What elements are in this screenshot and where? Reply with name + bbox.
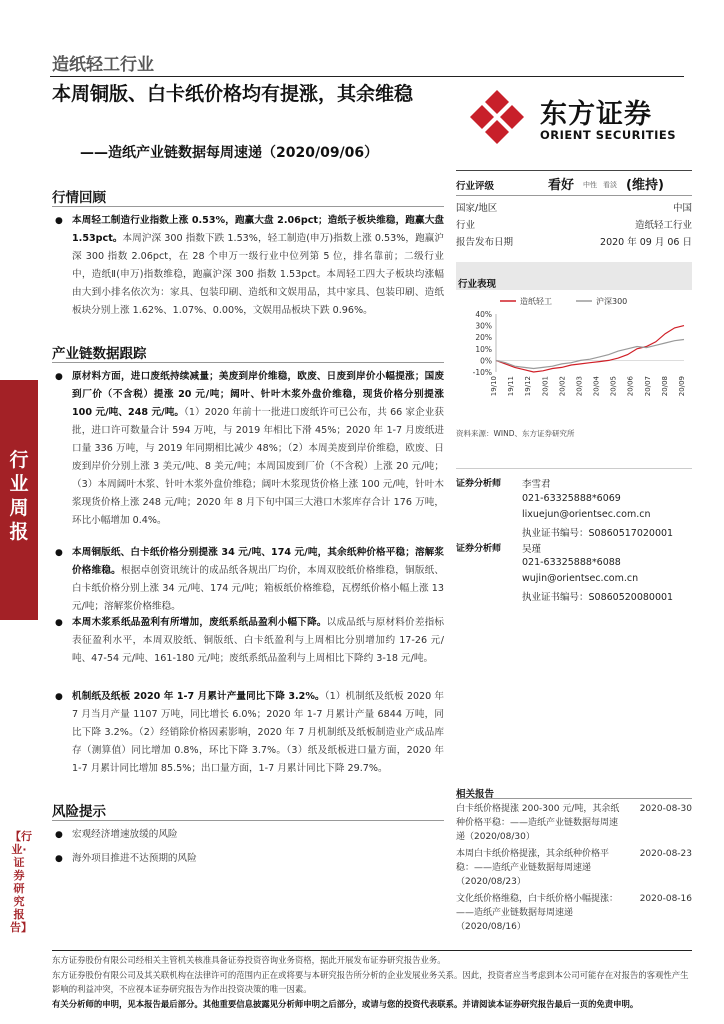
industry-performance-chart	[456, 292, 692, 420]
series-line-1	[496, 340, 684, 369]
related-date: 2020-08-16	[639, 894, 692, 904]
footer-line: 东方证券股份有限公司及其关联机构在法律许可的范围内正在或将要与本研究报告所分析的企业发展业务关系。因此，投资者应当考虑到本公司可能存在对报告的客观性产生影响的利益冲突，不应视本证券研究报告为作出投资决策的唯一因素。	[52, 970, 689, 994]
logo-name-en: ORIENT SECURITIES	[540, 128, 677, 142]
bullet-icon: ●	[55, 854, 63, 864]
paragraph-market	[72, 212, 444, 320]
section-market-review: 行情回顾	[52, 190, 106, 206]
paragraph-raw-material	[72, 368, 444, 530]
legend-label: 造纸轻工	[520, 297, 552, 306]
x-tick-label: 20/09	[678, 376, 686, 397]
bullet-text: （1）2020 年前十一批进口废纸许可已公布，共 66 家企业获批，进口许可数量合计 594 万吨，与 2019 年相比下滑 45%；2020 年 1-7 月废纸进口量 336 万吨，与 2019 年同期相比减少 48%；（2）本周美废到岸价维稳，欧废、日废到岸价分别上涨 3 美元/吨、8 美元/吨；本周国废到厂价（不含税）上涨 20 元/吨；（3）本周阔叶木浆、针叶木浆外盘价维稳；阔叶木浆现货价格上涨 100 元/吨，针叶木浆现货价格上涨 248 元/吨；2020 年 8 月下旬中国三大港口木浆库存合计 176 万吨，环比小幅增加 0.4%。	[72, 407, 444, 526]
bullet-bold: 本周木浆系纸品盈利有所增加，废纸系纸品盈利小幅下降。	[72, 617, 327, 628]
related-title: 相关报告	[456, 789, 495, 800]
section-chain-tracking: 产业链数据跟踪	[52, 346, 147, 362]
related-rule	[456, 798, 692, 799]
y-tick-label: 40%	[475, 310, 492, 319]
x-tick-label: 20/07	[643, 376, 652, 397]
analyst-email[interactable]: wujin@orientsec.com.cn	[522, 573, 639, 584]
rating-status: (维持)	[626, 178, 664, 193]
related-text[interactable]: 文化纸价格维稳，白卡纸价格小幅提涨：——造纸产业链数据每周速递（2020/08/16）	[456, 894, 619, 932]
bullet-bold: 本周轻工制造行业指数上涨 0.53%，跑赢大盘 2.06pct；造纸子板块维稳，跑赢大盘 1.53pct。	[72, 215, 444, 244]
bullet-text: 根据卓创资讯统计的成品纸各规出厂均价，本周双胶纸价格维稳，铜版纸、白卡纸价格分别上涨 34 元/吨、174 元/吨；箱板纸价格维稳，瓦楞纸价格小幅上涨 13 元/吨；溶解浆价格维稳。	[72, 565, 445, 612]
bullet-text: 以成品纸与原材料价差指标表征盈利水平，本周双胶纸、铜版纸、白卡纸盈利与上周相比分别增加约 17-26 元/吨、47-54 元/吨、161-180 元/吨；废纸系纸品盈利与上周相比下降约 3-18 元/吨。	[72, 617, 445, 664]
rating-selected: 看好	[548, 178, 575, 193]
section-rule	[52, 820, 444, 821]
related-date: 2020-08-30	[639, 804, 692, 814]
bullet-icon: ●	[55, 692, 63, 702]
sector-title: 造纸轻工行业	[52, 55, 154, 75]
chart-source: 资料来源：WIND、东方证券研究所	[456, 429, 575, 438]
bullet-icon: ●	[55, 216, 63, 226]
rating-label: 行业评级	[456, 181, 495, 192]
x-tick-label: 19/11	[507, 376, 516, 397]
analyst-email[interactable]: lixuejun@orientsec.com.cn	[522, 509, 651, 520]
report-type-label: 行业周报	[9, 449, 29, 543]
analyst-phone: 021-63325888*6088	[522, 557, 621, 568]
related-item[interactable]	[456, 892, 692, 934]
analyst-rule	[456, 468, 692, 469]
section-risk: 风险提示	[52, 804, 106, 820]
bullet-text: （1）机制纸及纸板 2020 年 7 月当月产量 1107 万吨，同比增长 6.0%；2020 年 1-7 月累计产量 6844 万吨，同比下降 3.2%。（2）经销除价格因素影响，2020 年 7 月机制纸及纸板制造业产成品库存（测算值）同比增加 0.8%，环比下降 3.7%。（3）纸及纸板进口量方面，2020 年 1-7 月累计同比增加 85.5%；出口量方面，1-7 月累计同比下降 29.7%。	[72, 691, 444, 774]
report-subtitle: ——造纸产业链数据每周速递（2020/09/06）	[80, 145, 379, 161]
footer-disclaimer: 有关分析师的申明，见本报告最后部分。其他重要信息披露见分析师申明之后部分，或请与您的投资代表联系。并请阅读本证券研究报告最后一页的免责申明。	[52, 999, 639, 1009]
x-tick-label: 20/04	[592, 376, 601, 397]
x-tick-label: 20/01	[541, 376, 550, 397]
rating-option-bearish: 看淡	[603, 181, 617, 189]
analyst-phone: 021-63325888*6069	[522, 493, 621, 504]
info-key: 报告发布日期	[456, 237, 514, 248]
info-value: 中国	[672, 203, 692, 214]
section-rule	[52, 362, 444, 363]
analyst-name: 李雪君	[522, 479, 551, 490]
bullet-bold: 原材料方面，进口废纸持续减量；美废到岸价维稳，欧废、日废到岸价小幅提涨；国废到厂价（不含税）提涨 20 元/吨；阔叶、针叶木浆外盘价维稳，现货价格分别提涨 100 元/吨、248 元/吨。	[72, 371, 444, 418]
risk-item: 宏观经济增速放缓的风险	[72, 829, 178, 840]
paragraph-profit	[72, 614, 444, 668]
x-tick-label: 20/08	[660, 376, 669, 397]
analyst-role: 证券分析师	[456, 479, 502, 489]
related-date: 2020-08-23	[639, 849, 692, 859]
info-value: 2020 年 09 月 06 日	[600, 237, 692, 248]
paragraph-paper-price	[72, 544, 444, 616]
related-text[interactable]: 本周白卡纸价格提涨，其余纸种价格平稳：——造纸产业链数据每周速递（2020/08/23）	[456, 849, 610, 887]
related-text[interactable]: 白卡纸价格提涨 200-300 元/吨，其余纸种价格平稳：——造纸产业链数据每周速递（2020/08/30）	[456, 804, 620, 842]
x-tick-label: 20/05	[609, 376, 618, 397]
y-tick-label: 20%	[475, 333, 492, 343]
logo-name-cn: 东方证券	[540, 99, 652, 130]
related-item[interactable]	[456, 847, 692, 889]
footer-rule	[52, 950, 692, 951]
footer-line: 东方证券股份有限公司经相关主管机关核准具备证券投资咨询业务资格，据此开展发布证券研究报告业务。	[52, 955, 446, 965]
risk-item: 海外项目推进不达预期的风险	[72, 853, 197, 864]
rating-top-rule	[456, 170, 692, 171]
vertical-tag: 【行业·证券研究报告】	[10, 830, 32, 934]
x-tick-label: 20/06	[626, 376, 635, 397]
section-rule	[52, 206, 444, 207]
x-tick-label: 19/12	[524, 376, 533, 397]
x-tick-label: 20/03	[575, 376, 584, 397]
bullet-text: 本周沪深 300 指数下跌 1.53%，轻工制造(申万)指数上涨 0.53%，跑赢沪深 300 指数 2.06pct，在 28 个申万一级行业中位列第 5 位，排名靠前；二级行业中，造纸Ⅱ(申万)指数维稳，跑赢沪深 300 指数 1.53pct。本周轻工四大子板块均涨幅由大到小排名依次为：家具、包装印刷、造纸和文娱用品，其中家具、包装印刷、造纸板块分别上涨 1.62%、1.07%、0.00%，文娱用品板块下跌 0.96%。	[72, 233, 444, 316]
x-tick-label: 19/10	[490, 376, 498, 397]
header-rule	[50, 76, 684, 77]
info-key: 国家/地区	[456, 203, 498, 214]
bullet-icon: ●	[55, 618, 63, 628]
rating-bottom-rule	[456, 195, 692, 196]
info-value: 造纸轻工行业	[634, 220, 692, 231]
chart-title: 行业表现	[458, 279, 497, 290]
y-tick-label: -10%	[472, 368, 492, 377]
bullet-icon: ●	[55, 372, 63, 382]
bullet-icon: ●	[55, 830, 63, 840]
y-tick-label: 30%	[475, 321, 492, 331]
analyst-cert: 执业证书编号：S0860520080001	[522, 592, 674, 603]
paragraph-output	[72, 688, 444, 778]
orient-logo-icon	[468, 88, 526, 146]
analyst-name: 吴瑾	[522, 544, 542, 555]
report-title: 本周铜版、白卡纸价格均有提涨，其余维稳	[52, 83, 414, 105]
related-item[interactable]	[456, 802, 692, 844]
info-key: 行业	[456, 220, 476, 231]
x-tick-label: 20/02	[558, 376, 567, 397]
legend-label: 沪深300	[596, 297, 628, 306]
analyst-cert: 执业证书编号：S0860517020001	[522, 528, 674, 539]
y-tick-label: 10%	[475, 344, 492, 354]
bullet-bold: 机制纸及纸板 2020 年 1-7 月累计产量同比下降 3.2%。	[72, 691, 325, 702]
series-line-0	[496, 326, 684, 372]
analyst-role: 证券分析师	[456, 544, 502, 554]
bullet-bold: 本周铜版纸、白卡纸价格分别提涨 34 元/吨、174 元/吨，其余纸种价格平稳；溶解浆价格维稳。	[72, 547, 444, 576]
bullet-icon: ●	[55, 548, 63, 558]
y-tick-label: 0%	[480, 356, 492, 366]
rating-option-neutral: 中性	[583, 181, 597, 189]
